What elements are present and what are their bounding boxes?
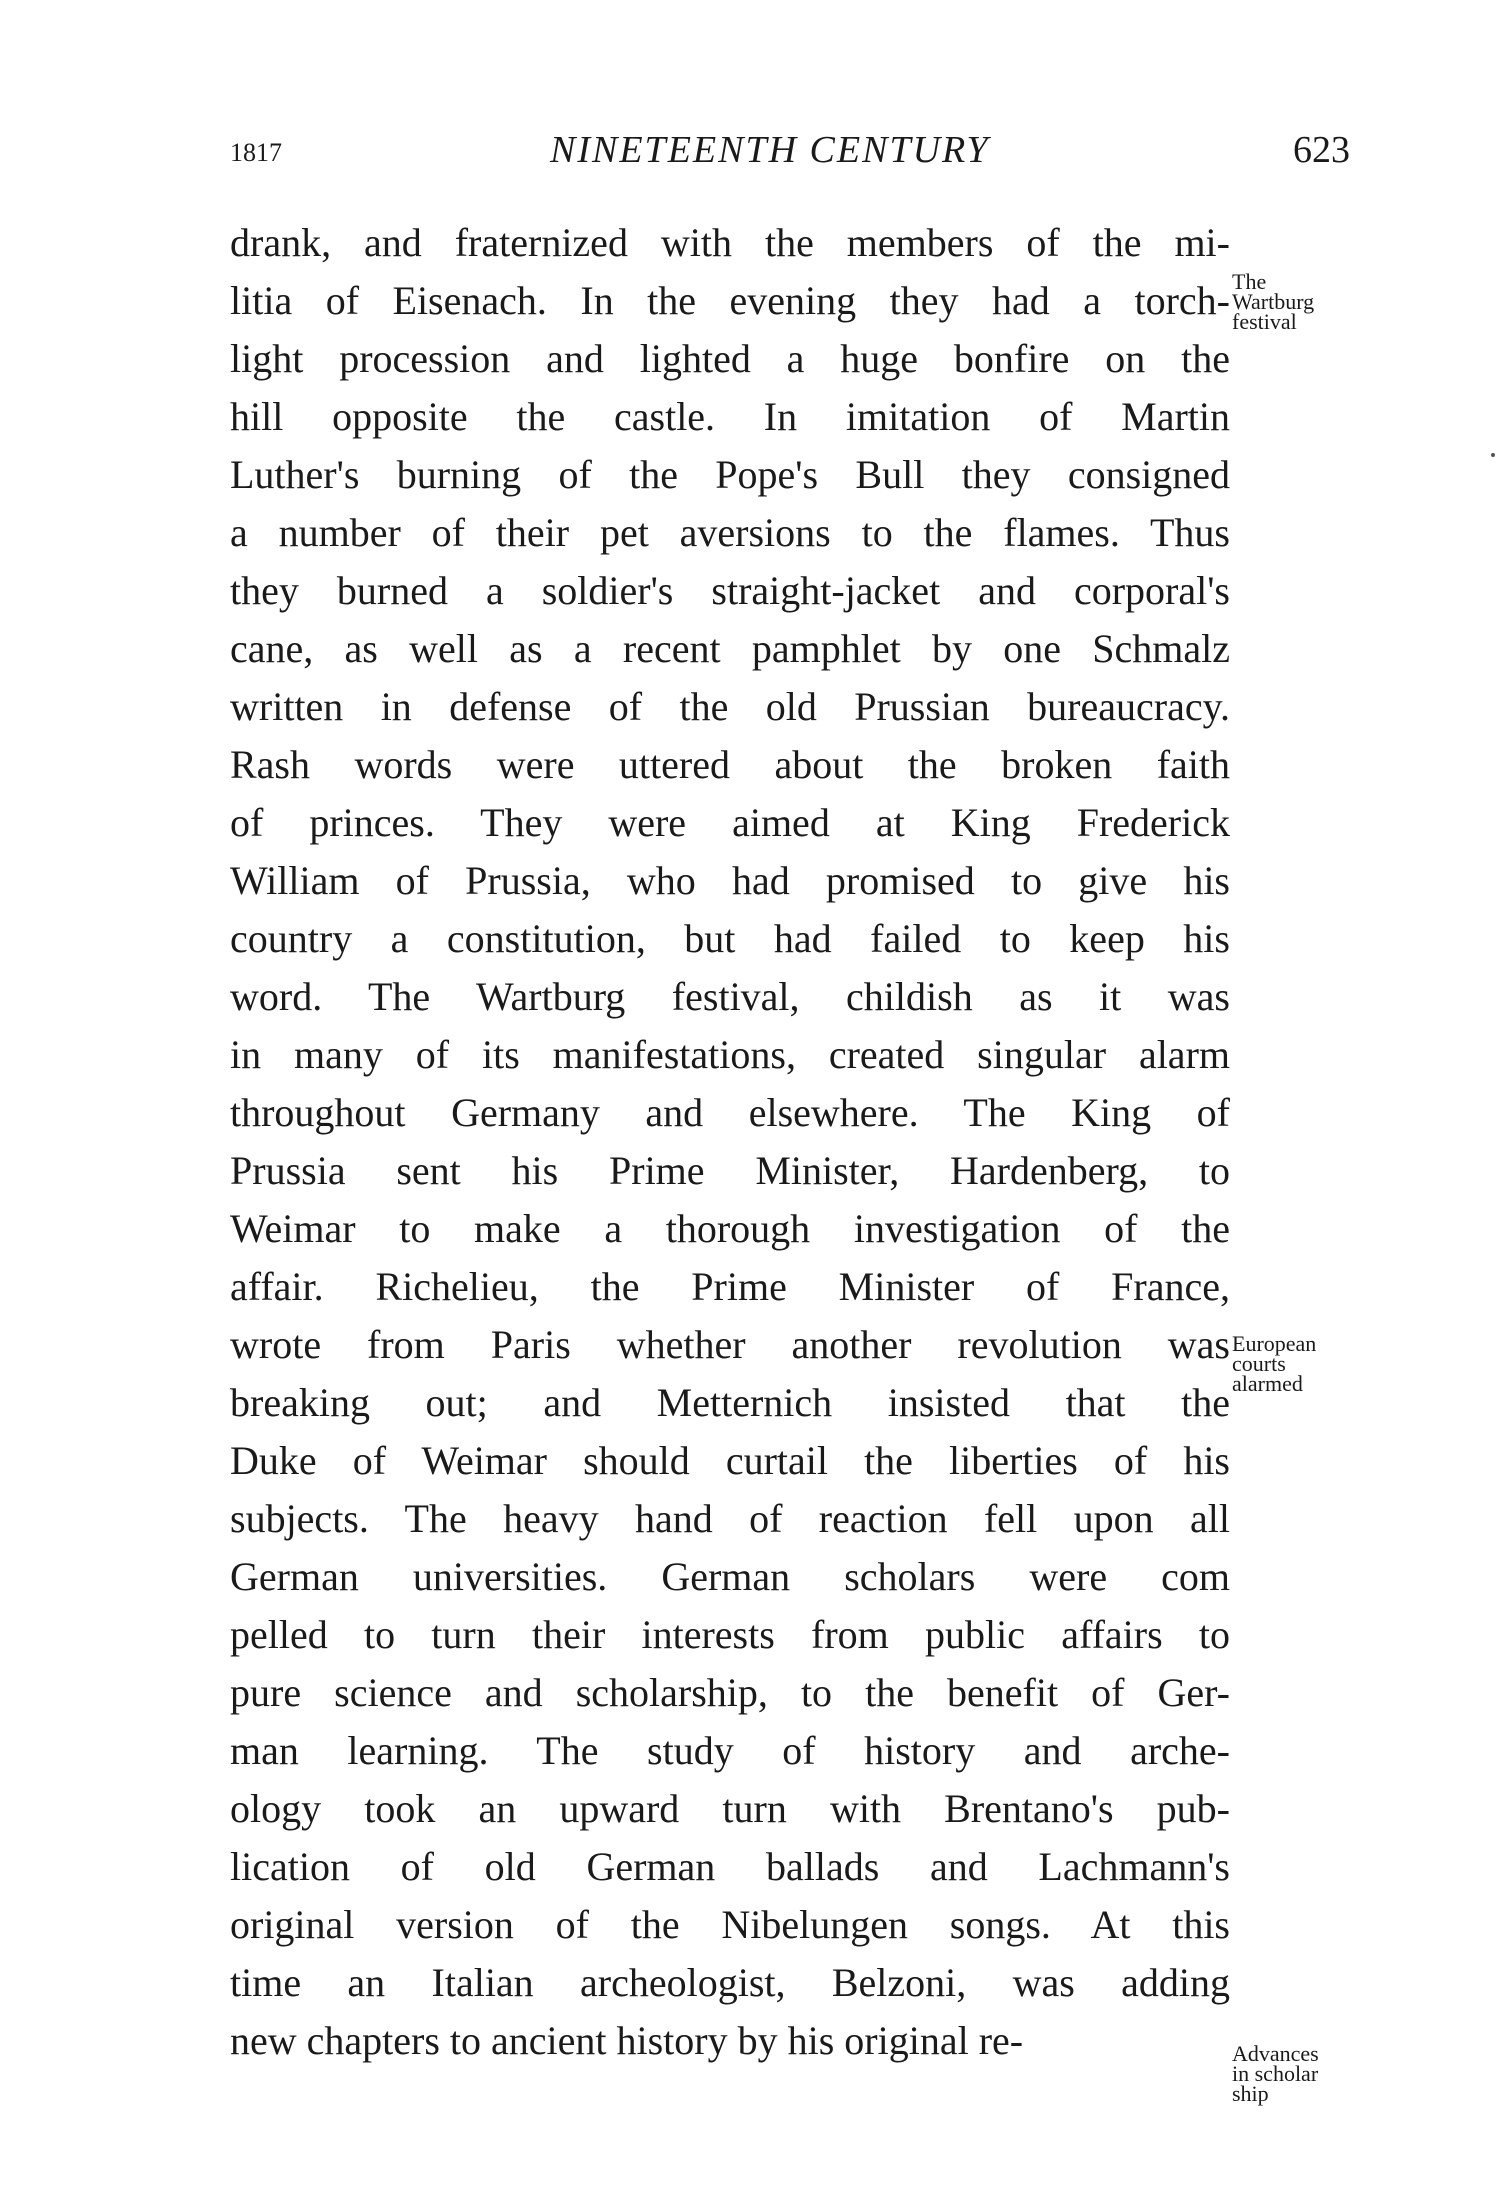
text-line: cane, as well as a recent pamphlet by one Schmalz [230, 626, 1230, 671]
side-note-line: The [1232, 269, 1267, 294]
side-note-line: courts [1232, 1351, 1286, 1376]
body-text [230, 214, 1230, 2070]
text-line: wrote from Paris whether another revolution was [230, 1322, 1230, 1367]
text-line: lication of old German ballads and Lachmann's [230, 1844, 1230, 1889]
text-line: in many of its manifestations, created singular alarm [230, 1032, 1230, 1077]
side-note-line: festival [1232, 309, 1297, 334]
text-line: word. The Wartburg festival, childish as it was [230, 974, 1230, 1019]
side-note-line: Wartburg [1232, 289, 1315, 314]
side-note-line: alarmed [1232, 1371, 1303, 1396]
page-number: 623 [1293, 129, 1350, 171]
text-line: litia of Eisenach. In the evening they had a torch- [230, 278, 1230, 323]
text-line: breaking out; and Metternich insisted that the [230, 1380, 1230, 1425]
ink-speck [1491, 453, 1495, 457]
text-line: affair. Richelieu, the Prime Minister of France, [230, 1264, 1230, 1309]
text-line: new chapters to ancient history by his original re- [230, 2018, 1024, 2063]
side-note-line: Advances [1232, 2041, 1319, 2066]
text-line: Weimar to make a thorough investigation of the [230, 1206, 1230, 1251]
text-line: subjects. The heavy hand of reaction fell upon all [230, 1496, 1230, 1541]
text-line: they burned a soldier's straight-jacket and corporal's [230, 568, 1230, 613]
header-year: 1817 [230, 138, 282, 167]
side-note-wartburg [1232, 269, 1392, 334]
text-line: man learning. The study of history and arche- [230, 1728, 1230, 1773]
text-line: original version of the Nibelungen songs. At this [230, 1902, 1230, 1947]
text-line: German universities. German scholars were com [230, 1554, 1230, 1599]
running-header [230, 128, 1350, 178]
text-line: time an Italian archeologist, Belzoni, was adding [230, 1960, 1230, 2005]
text-line: William of Prussia, who had promised to give his [230, 858, 1230, 903]
text-line: Rash words were uttered about the broken faith [230, 742, 1230, 787]
side-note-european [1232, 1331, 1392, 1396]
side-note-line: European [1232, 1331, 1317, 1356]
text-line: Luther's burning of the Pope's Bull they consigned [230, 452, 1230, 497]
text-line: hill opposite the castle. In imitation of Martin [230, 394, 1230, 439]
text-line: Duke of Weimar should curtail the liberties of his [230, 1438, 1230, 1483]
side-note-line: ship [1232, 2081, 1269, 2106]
side-note-line: in scholar [1232, 2061, 1319, 2086]
text-line: pure science and scholarship, to the benefit of Ger- [230, 1670, 1230, 1715]
text-line: throughout Germany and elsewhere. The King of [230, 1090, 1230, 1135]
side-note-advances [1232, 2041, 1392, 2106]
text-line: light procession and lighted a huge bonfire on the [230, 336, 1230, 381]
text-line: written in defense of the old Prussian bureaucracy. [230, 684, 1230, 729]
text-line: a number of their pet aversions to the flames. Thus [230, 510, 1230, 555]
header-title: NINETEENTH CENTURY [550, 129, 990, 171]
text-line: of princes. They were aimed at King Frederick [230, 800, 1230, 845]
text-line: ology took an upward turn with Brentano's pub- [230, 1786, 1230, 1831]
text-line: country a constitution, but had failed to keep his [230, 916, 1230, 961]
text-line: pelled to turn their interests from public affairs to [230, 1612, 1230, 1657]
text-line: Prussia sent his Prime Minister, Hardenberg, to [230, 1148, 1230, 1193]
text-line: drank, and fraternized with the members of the mi- [230, 220, 1230, 265]
